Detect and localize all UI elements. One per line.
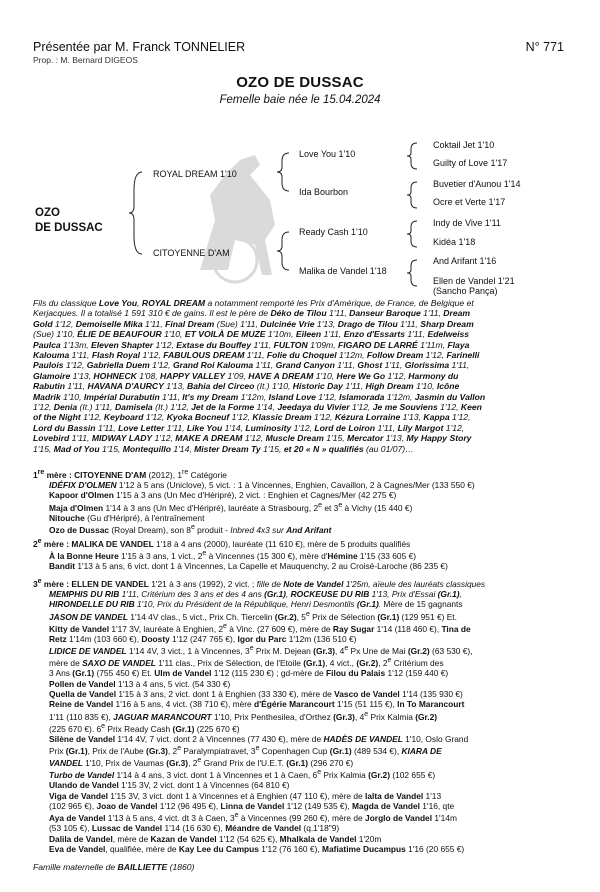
third-dam-line: mère de SAXO DE VANDEL 1'11 clas., Prix de Sélection, de l'Etoile (Gr.1), 4 vict., (Gr.2), 2e Critérium des [49, 657, 444, 669]
gen3-indy-de-vive: Indy de Vive 1'11 [433, 218, 501, 228]
gen3-guilty-of-love: Guilty of Love 1'17 [433, 158, 508, 168]
sire-text-line: 1'15, Mad of You 1'15, Montequillo 1'14, Mister Dream Ty 1'15, et 20 « N » qualifiés (au 01/07)… [33, 443, 414, 454]
trotter-silhouette-icon [180, 140, 290, 290]
sire-text-line: Gold 1'12, Demoiselle Mika 1'11, Final Dream (Sue) 1'11, Dulcinée Vrie 1'13, Drago de Tilou 1'11, Sharp Dream [33, 318, 474, 329]
gen2-ready-cash: Ready Cash 1'10 [299, 227, 368, 237]
pedigree-brace-g3-2 [405, 180, 419, 210]
sire-name: ROYAL DREAM 1'10 [153, 169, 237, 179]
third-dam-section [33, 577, 573, 854]
sire-text-line: of the Night 1'12, Keyboard 1'12, Kyoka Bocneuf 1'12, Klassic Dream 1'12, Kézura Lorraine 1'13, Kappa 1'12, [33, 412, 471, 423]
first-dam-section [33, 468, 573, 535]
gen3-ellen-de-vandel: Ellen de Vandel 1'21 [433, 276, 515, 286]
third-dam-line: (102 965 €), Joao de Vandel 1'12 (96 495 €), Linna de Vandel 1'12 (149 535 €), Magda de Vandel 1'16, qte [49, 800, 455, 811]
third-dam-line: 3 Ans (Gr.1) (755 450 €) Et. Ulm de Vandel 1'12 (115 230 €) ; gd-mère de Filou du Palais 1'12 (159 440 €) [49, 668, 449, 679]
dam-name: CITOYENNE D'AM [153, 248, 230, 258]
maternal-family-line: Famille maternelle de BAILLIETTE (1860) [33, 862, 195, 872]
pedigree-brace-g3-3 [405, 219, 419, 249]
third-dam-line: VANDEL 1'10, Prix de Vaumas (Gr.3), 2e Grand Prix de l'U.E.T. (Gr.1) (296 270 €) [49, 757, 354, 768]
third-dam-line: Viga de Vandel 1'15 3V, 3 vict. dont 1 à Vincennes et à Enghien (47 110 €), mère de Ialta de Vandel 1'13 [49, 790, 442, 801]
second-dam-line: À la Bonne Heure 1'15 à 3 ans, 1 vict., 2e à Vincennes (15 300 €), mère d'Hémine 1'15 (33 605 €) [49, 550, 417, 561]
third-dam-line: Reine de Vandel 1'16 à 5 ans, 4 vict. (38 710 €), mère d'Égérie Marancourt 1'15 (51 115 €), In To Marancourt [49, 699, 465, 710]
sire-description [33, 298, 571, 454]
gen3-kidea: Kidéa 1'18 [433, 237, 476, 247]
first-dam-line: Nitouche (Gu d'Héripré), à l'entraînement [49, 512, 205, 523]
gen2-ida-bourbon: Ida Bourbon [299, 187, 349, 197]
horse-description: Femelle baie née le 15.04.2024 [219, 94, 381, 106]
third-dam-line: (225 670 €). 6e Prix Ready Cash (Gr.1) (225 670 €) [49, 722, 240, 734]
third-dam-line: Prix (Gr.1), Prix de l'Aube (Gr.3), 2e Paralympiatravet, 3e Copenhagen Cup (Gr.1) (489 534 €), KIARA DE [49, 745, 442, 756]
sire-text-line: Paulois 1'12, Gabriella Duem 1'12, Grand Roi Kalouma 1'11, Grand Canyon 1'11, Ghost 1'11, Glorissima 1'11, [33, 360, 470, 371]
third-dam-line: JASON DE VANDEL 1'14 4V clas., 5 vict., Prix Ch. Tiercelin (Gr.2), 5e Prix de Sélection (Gr.1) (129 951 €) Et. [49, 610, 457, 622]
pedigree-brace-dam [275, 230, 291, 272]
third-dam-line: 1'11 (110 835 €), JAGUAR MARANCOURT 1'10, Prix Penthesilea, d'Orthez (Gr.3), 4e Prix Kalmia (Gr.2) [49, 710, 438, 722]
sire-text-line: 1'12, Denia (It.) 1'11, Damisela (It.) 1'12, Jet de la Forme 1'14, Jeedaya du Vivier 1'12, Je me Souviens 1'12, Keen [33, 402, 482, 413]
gen3-sancho-panca: (Sancho Pança) [433, 286, 498, 296]
third-dam-line: Aya de Vandel 1'13 à 5 ans, 4 vict. dt 3 à Caen, 3e à Vincennes (99 260 €), mère de Jorglo de Vandel 1'14m [49, 812, 457, 823]
pedigree-brace-1 [128, 170, 144, 256]
sire-text-line: Paulca 1'13m, Eleven Shapter 1'12, Extase du Bouffey 1'11, FULTON 1'09m, FIGARO DE LARRÉ 1'11m, Flaya [33, 339, 470, 350]
third-dam-line: Quella de Vandel 1'15 à 3 ans, 2 vict. dont 1 à Enghien (33 330 €), mère de Vasco de Vandel 1'14 (135 930 €) [49, 688, 463, 699]
third-dam-line: (53 105 €), Lussac de Vandel 1'14 (16 630 €), Méandre de Vandel (q.1'18"9) [49, 823, 340, 834]
third-dam-line: Kitty de Vandel 1'17 3V, lauréate à Enghien, 2e à Vinc. (27 609 €), mère de Ray Sugar 1'14 (118 460 €), Tina de [49, 622, 471, 634]
third-dam-line: Ulando de Vandel 1'15 3V, 2 vict. dont 1 à Vincennes (64 810 €) [49, 780, 290, 791]
third-dam-line: 3e mère : ELLEN DE VANDEL 1'21 à 3 ans (1992), 2 vict. ; fille de Note de Vandel 1'25m, aïeule des lauréats classiques [33, 578, 486, 589]
lot-number: N° 771 [525, 40, 564, 54]
third-dam-line: Turbo de Vandel 1'14 à 4 ans, 3 vict. dont 1 à Vincennes et 1 à Caen, 6e Prix Kalmia (Gr.2) (102 655 €) [49, 769, 436, 781]
third-dam-line: Pollen de Vandel 1'13 à 4 ans, 5 vict. (54 330 €) [49, 678, 231, 689]
third-dam-line: Dalila de Vandel, mère de Kazan de Vandel 1'12 (54 625 €), Mhalkala de Vandel 1'20m [49, 833, 382, 844]
sire-text-line: Lord du Bassin 1'11, Love Letter 1'11, Like You 1'14, Luminosity 1'12, Lord de Loiron 1'11, Lily Margot 1'12, [33, 422, 465, 433]
third-dam-line: Eva de Vandel, qualifiée, mère de Kay Lee du Campus 1'12 (76 160 €), Mafiatime Ducampus 1'16 (20 655 €) [49, 843, 465, 854]
gen3-ocre-et-verte: Ocre et Verte 1'17 [433, 197, 506, 207]
sire-text-line: Kalouma 1'11, Flash Royal 1'12, FABULOUS DREAM 1'11, Folie du Choquel 1'12m, Follow Dream 1'12, Farinelli [33, 350, 480, 361]
sire-text-line: Glamoire 1'13, HOHNECK 1'08, HAPPY VALLEY 1'09, HAVE A DREAM 1'10, Here We Go 1'12, Harmony du [33, 370, 459, 381]
first-dam-line: 1re mère : CITOYENNE D'AM (2012), 1re Catégorie [33, 469, 227, 480]
sire-text-line: Madrik 1'10, Impérial Durabutin 1'11, It's my Dream 1'12m, Island Love 1'12, Islamorada 1'12m, Jasmin du Vallon [33, 391, 486, 402]
third-dam-line: LIDICE DE VANDEL 1'14 4V, 3 vict., 1 à Vincennes, 3e Prix M. Dejean (Gr.3), 4e Px Une de Mai (Gr.2) (63 530 €), [49, 645, 473, 656]
second-dam-line: Bandit 1'13 à 5 ans, 6 vict. dont 1 à Vincennes, La Capelle et Mauquenchy, 2 au Croisé-Laroche (86 235 €) [49, 561, 448, 572]
third-dam-line: HIRONDELLE DU RIB 1'10, Prix du Président de la République, Henri Desmontils (Gr.1). Mère de 15 gagnants [49, 599, 463, 610]
owner-line: Prop. : M. Bernard DIGEOS [33, 55, 138, 65]
horse-title: OZO DE DUSSAC [236, 74, 364, 91]
third-dam-line: Retz 1'14m (103 660 €), Doosty 1'12 (247 765 €), Igor du Parc 1'12m (136 510 €) [49, 633, 357, 644]
sire-text-line: Lovebird 1'11, MIDWAY LADY 1'12, MAKE A DREAM 1'12, Muscle Dream 1'15, Mercator 1'13, My Happy Story [33, 433, 472, 444]
gen2-malika-de-vandel: Malika de Vandel 1'18 [299, 266, 387, 276]
pedigree-horse-name-2: DE DUSSAC [35, 222, 103, 234]
gen3-buvetier-daunou: Buvetier d'Aunou 1'14 [433, 179, 521, 189]
first-dam-line: Maja d'Olmen 1'14 à 3 ans (Un Mec d'Héripré), lauréate à Strasbourg, 2e et 3e à Vichy (15 440 €) [49, 501, 413, 513]
second-dam-line: 2e mère : MALIKA DE VANDEL 1'18 à 4 ans (2000), lauréate (11 610 €), mère de 5 produits qualifiés [33, 538, 411, 549]
second-dam-section [33, 537, 573, 571]
presenter-line: Présentée par M. Franck TONNELIER [33, 40, 246, 54]
third-dam-line: MEMPHIS DU RIB 1'11, Critérium des 3 ans et des 4 ans (Gr.1), ROCKEUSE DU RIB 1'13, Prix d'Essai (Gr.1), [49, 589, 462, 600]
sire-text-line: Rabutin 1'11, HAVANA D'AURCY 1'13, Bahia del Circeo (It.) 1'10, Historic Day 1'11, High Dream 1'10, Icône [33, 381, 460, 392]
pedigree-brace-g3-1 [405, 141, 419, 171]
pedigree-horse-name-1: OZO [35, 207, 60, 219]
gen3-coktail-jet: Coktail Jet 1'10 [433, 140, 495, 150]
first-dam-line: Ozo de Dussac (Royal Dream), son 8e produit - Inbred 4x3 sur And Arifant [49, 524, 332, 535]
sire-text-line: (Sue) 1'10, ÉLIE DE BEAUFOUR 1'10, ET VOILÀ DE MUZE 1'10m, Eileen 1'11, Enzo d'Essarts 1'11, Edelweiss [33, 329, 470, 340]
third-dam-line: Silène de Vandel 1'14 4V, 7 vict. dont 2 à Vincennes (77 430 €), mère de HADÈS DE VANDEL 1'10, Oslo Grand [49, 733, 469, 744]
sire-text-line: Fils du classique Love You, ROYAL DREAM a notamment remporté les Prix d'Amérique, de France, de Belgique et [33, 298, 474, 308]
gen2-love-you: Love You 1'10 [299, 149, 356, 159]
pedigree-brace-sire [275, 151, 291, 193]
gen3-and-arifant: And Arifant 1'16 [433, 256, 497, 266]
first-dam-line: IDÉFIX D'OLMEN 1'12 à 5 ans (Uniclove), 5 vict. : 1 à Vincennes, Enghien, Cavaillon, 2 à Cagnes/Mer (133 550 €) [49, 480, 475, 491]
sire-text-line: Kerjacques. Il a totalisé 1 591 310 € de gains. Il est le père de Déko de Tilou 1'11, Danseur Baroque 1'11, Dream [33, 308, 471, 319]
pedigree-brace-g3-4 [405, 258, 419, 288]
first-dam-line: Kapoor d'Olmen 1'15 à 3 ans (Un Mec d'Héripré), 2 vict. : Enghien et Cagnes/Mer (42 275 €) [49, 490, 397, 501]
